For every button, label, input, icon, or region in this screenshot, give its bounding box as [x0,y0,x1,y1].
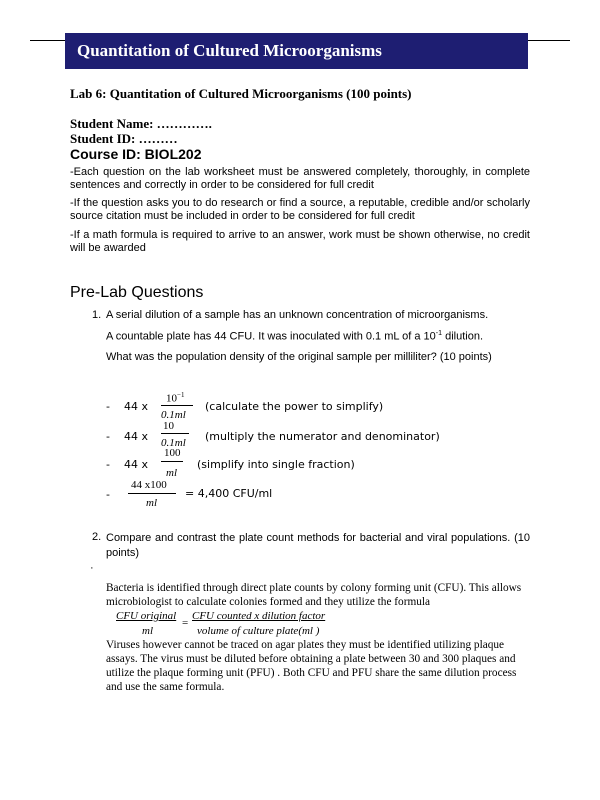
answer-bacteria-paragraph: Bacteria is identified through direct plate counts by colony forming unit (CFU). This allows microbiologist to calculate colonies formed and they utilize the formula [106,582,522,608]
section-heading: Pre-Lab Questions [70,284,204,301]
step-3-dash: - [106,458,110,471]
instruction-completeness: -Each question on the lab worksheet must be answered completely, thoroughly, in complete sentences and correctly in order to be considered for full credit [70,166,530,191]
question-1-exponent: -1 [435,330,443,337]
question-1-line2-prefix: A countable plate has 44 CFU. It was inoculated with 0.1 mL of a 10 [106,330,436,343]
step-2-fraction-bar [161,433,189,434]
step-1-denominator: 0.1ml [161,409,186,421]
step-1-dash: - [106,400,110,413]
question-1-line3: What was the population density of the original sample per milliliter? (10 points) [106,351,492,363]
step-4-fraction-bar [128,493,176,494]
step-2-note: (multiply the numerator and denominator) [205,430,440,443]
formula-right-numerator: CFU counted x dilution factor [192,610,326,622]
step-2-denominator: 0.1ml [161,437,186,449]
banner-title: Quantitation of Cultured Microorganisms [65,33,528,69]
step-2-lead: 44 x [124,430,149,443]
step-4-dash: - [106,488,110,501]
formula-right-denominator: volume of culture plate(ml ) [197,625,320,637]
step-4-result: = 4,400 CFU/ml [185,487,273,500]
question-1-line2 [106,330,483,343]
step-1-numerator [166,391,184,405]
step-3-denominator: ml [166,467,177,479]
step-3-note: (simplify into single fraction) [197,458,355,471]
step-2-dash: - [106,430,110,443]
formula-equals: = [182,617,189,629]
instruction-sources: -If the question asks you to do research or find a source, a reputable, credible and/or scholarly source citation must be included in order to be considered for full credit [70,197,530,222]
step-4-numerator: 44 x100 [131,479,167,491]
course-id: Course ID: BIOL202 [70,146,202,162]
step-2-numerator: 10 [163,420,174,432]
step-3-numerator: 100 [164,447,181,459]
step-3-fraction-bar [161,461,183,462]
student-name-field: Student Name: …………. [70,116,212,131]
question-1-line2-suffix: dilution. [442,330,484,343]
step-1-lead: 44 x [124,400,149,413]
student-id-field: Student ID: ……… [70,131,178,146]
question-2-text: Compare and contrast the plate count methods for bacterial and viral populations. (10 points) [106,532,530,559]
answer-bullet: · [90,562,94,574]
question-2-number: 2. [92,531,102,543]
step-3-lead: 44 x [124,458,149,471]
question-1-number: 1. [92,309,102,321]
step-1-note: (calculate the power to simplify) [205,400,384,413]
step-1-fraction-bar [161,405,193,406]
question-1-line1: A serial dilution of a sample has an unknown concentration of microorganisms. [106,309,489,321]
lab-title: Lab 6: Quantitation of Cultured Microorganisms (100 points) [70,86,412,101]
instruction-math: -If a math formula is required to arrive to an answer, work must be shown otherwise, no credit will be awarded [70,229,530,254]
formula-left-numerator: CFU original [116,610,177,622]
step-1-numerator-exponent: −1 [177,391,185,399]
answer-virus-paragraph: Viruses however cannot be traced on agar plates they must be identified utilizing plaque assays. The virus must be diluted before obtaining a plate between 30 and 300 plaques and utilize the plaque forming unit (PFU) . Both CFU and PFU share the same dilution process and use the same formula. [106,639,517,693]
step-1-numerator-base: 10 [166,392,177,405]
step-4-denominator: ml [146,497,157,509]
formula-left-denominator: ml [142,625,153,637]
